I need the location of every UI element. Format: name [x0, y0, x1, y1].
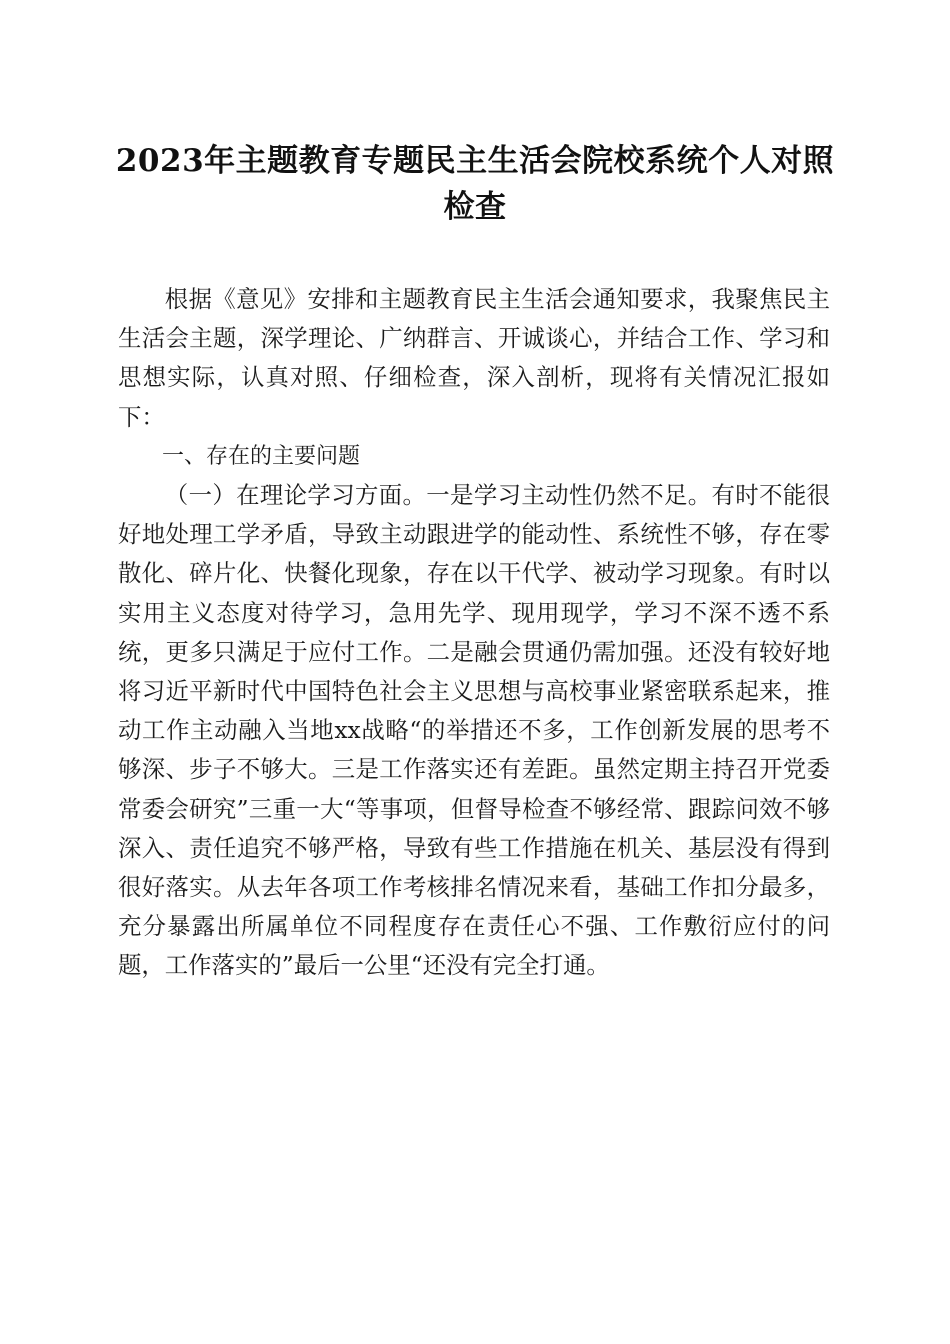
- document-body: [118, 280, 830, 986]
- section-heading: 一、存在的主要问题: [162, 443, 361, 469]
- intro-paragraph: 根据《意见》安排和主题教育民主生活会通知要求，我聚焦民主生活会主题，深学理论、广纳群言、开诚谈心，并结合工作、学习和思想实际，认真对照、仔细检查，深入剖析，现将有关情况汇报如下：: [118, 285, 830, 431]
- document-title: 2023年主题教育专题民主生活会院校系统个人对照检查: [115, 143, 835, 225]
- subsection-paragraph: [118, 476, 830, 986]
- subsection-body: 一是学习主动性仍然不足。有时不能很好地处理工学矛盾，导致主动跟进学的能动性、系统性不够，存在零散化、碎片化、快餐化现象，存在以干代学、被动学习现象。有时以实用主义态度对待学习，急用先学、现用现学，学习不深不透不系统，更多只满足于应付工作。二是融会贯通仍需加强。还没有较好地将习近平新时代中国特色社会主义思想与高校事业紧密联系起来，推动工作主动融入当地xx战略“的举措还不多，工作创新发展的思考不够深、步子不够大。三是工作落实还有差距。虽然定期主持召开党委常委会研究”三重一大“等事项，但督导检查不够经常、跟踪问效不够深入、责任追究不够严格，导致有些工作措施在机关、基层没有得到很好落实。从去年各项工作考核排名情况来看，基础工作扣分最多，充分暴露出所属单位不同程度存在责任心不强、工作敷衍应付的问题，工作落实的”最后一公里“还没有完全打通。: [118, 481, 831, 980]
- subsection-lead: （一）在理论学习方面。: [164, 481, 427, 510]
